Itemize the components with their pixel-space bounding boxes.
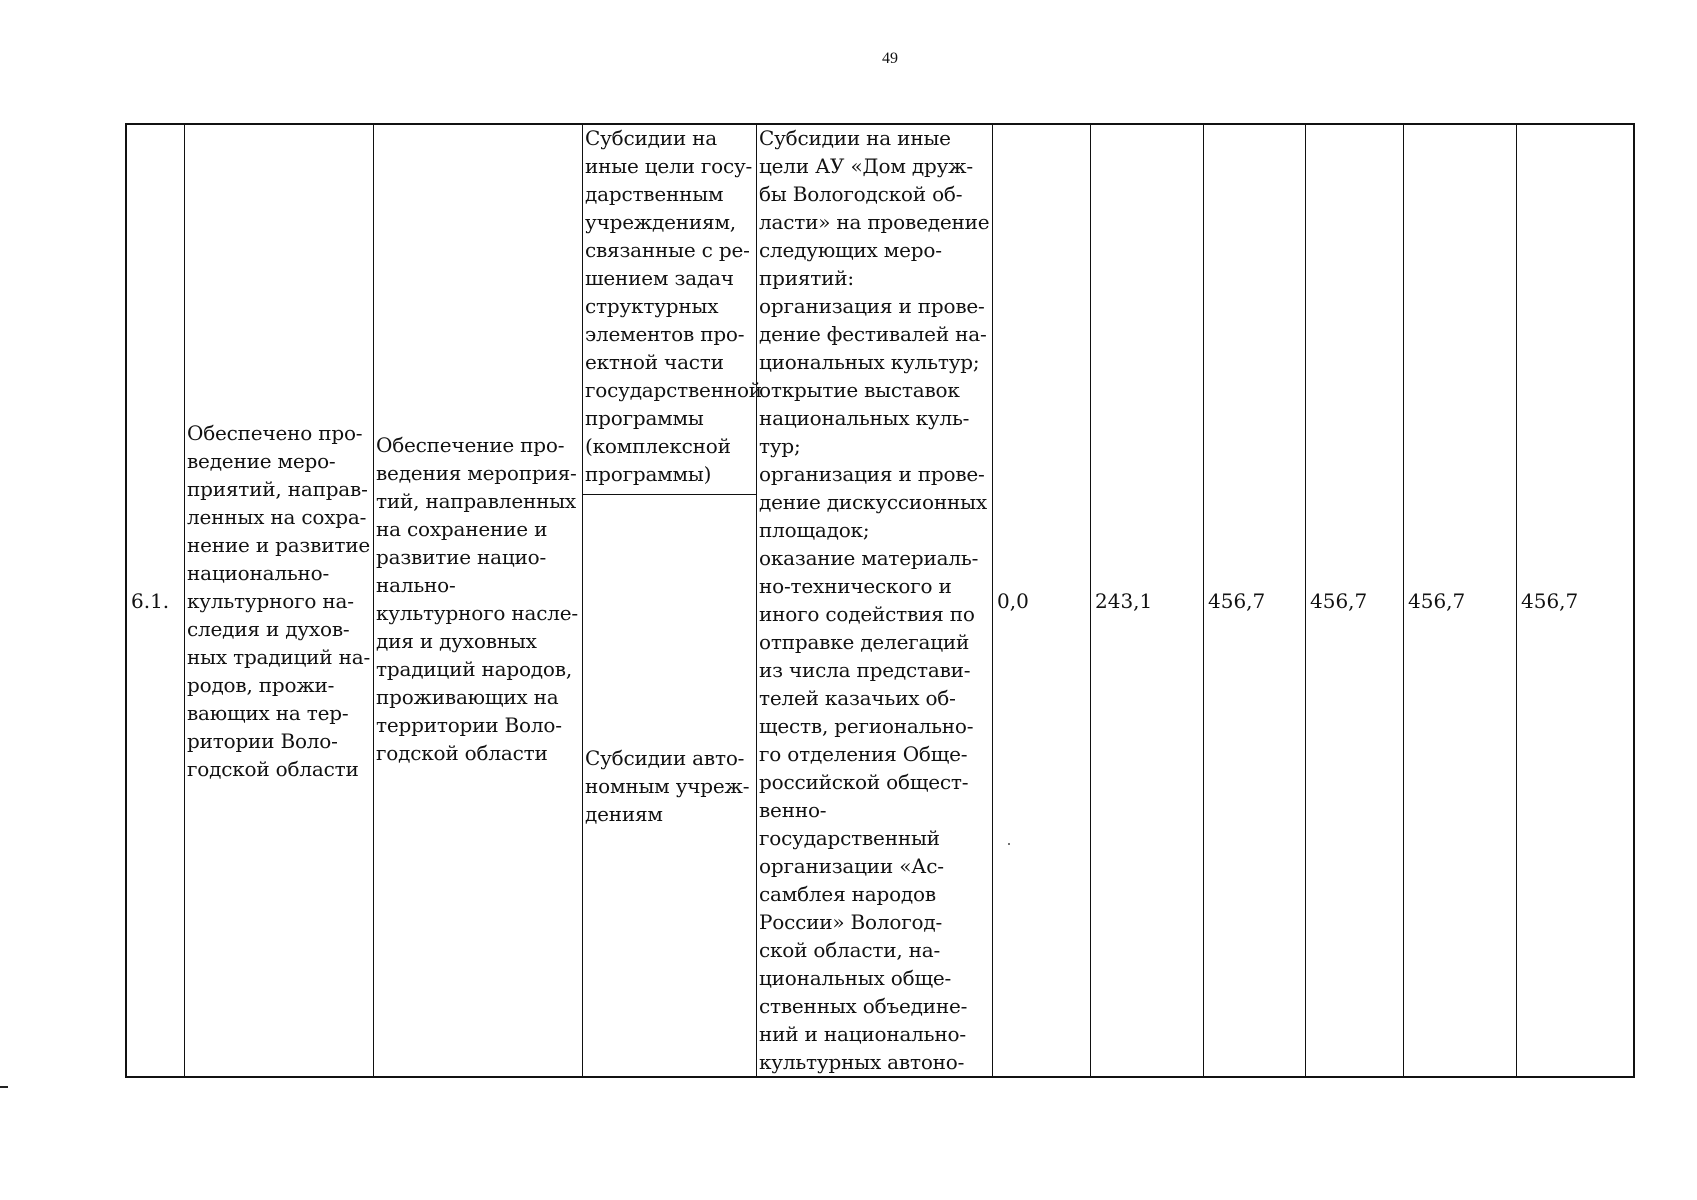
margin-tick [0,1086,8,1088]
cell-value-4 [1306,125,1404,1076]
scan-dot [1008,843,1010,845]
cell-value-3 [1204,125,1306,1076]
cell-description [757,125,993,1076]
funding-type-1-text: Субсидии на иные цели госу- дарственным учреждениям, связанные с ре- шением задач структурных элементов про- ектной части государственной программы (комплексной программы) [585,126,762,486]
cell-value-6 [1517,125,1633,1076]
budget-table [125,123,1635,1078]
description-text: Субсидии на иные цели АУ «Дом друж- бы Вологодской об- ласти» на проведение следующих меро- приятий: организация и прове- дение фестивалей на- циональных культур; открытие выставок национальных куль- тур; организация и прове- дение дискуссионных площадок; оказание материаль- но-технического и иного содействия по отправке делегаций из числа представи- телей казачьих об- ществ, регионально- го отделения Обще- российской общест- венно- государственный организации «Ас- самблея народов России» Вологод- ской области, на- циональных обще- ственных объедине- ний и национально- культурных автоно- [759,126,990,1074]
cell-value-1 [993,125,1091,1076]
funding-type-bottom [583,495,756,1080]
funding-type-top [583,125,762,495]
cell-value-5 [1404,125,1517,1076]
value-6: 456,7 [1521,588,1579,613]
value-2: 243,1 [1095,588,1153,613]
cell-value-2 [1091,125,1204,1076]
cell-activity [374,125,583,1076]
cell-index [127,125,185,1076]
cell-funding-type [583,125,762,1076]
value-3: 456,7 [1208,588,1266,613]
value-1: 0,0 [997,588,1029,613]
cell-result [185,125,374,1076]
funding-type-2-text: Субсидии авто- номным учреж- дениям [585,746,750,826]
page-number: 49 [882,50,898,67]
row-index: 6.1. [131,588,170,613]
value-4: 456,7 [1310,588,1368,613]
activity-text: Обеспечение про- ведения мероприя- тий, направленных на сохранение и развитие нацио- нально- культурного насле- дия и духовных традиций народов, проживающих на территории Воло- годской области [376,432,578,765]
value-5: 456,7 [1408,588,1466,613]
result-text: Обеспечено про- ведение меро- приятий, направ- ленных на сохра- нение и развитие национально- культурного на- следия и духов- ных традиций на- родов, прожи- вающих на тер- ритории Воло- годской области [187,420,371,781]
